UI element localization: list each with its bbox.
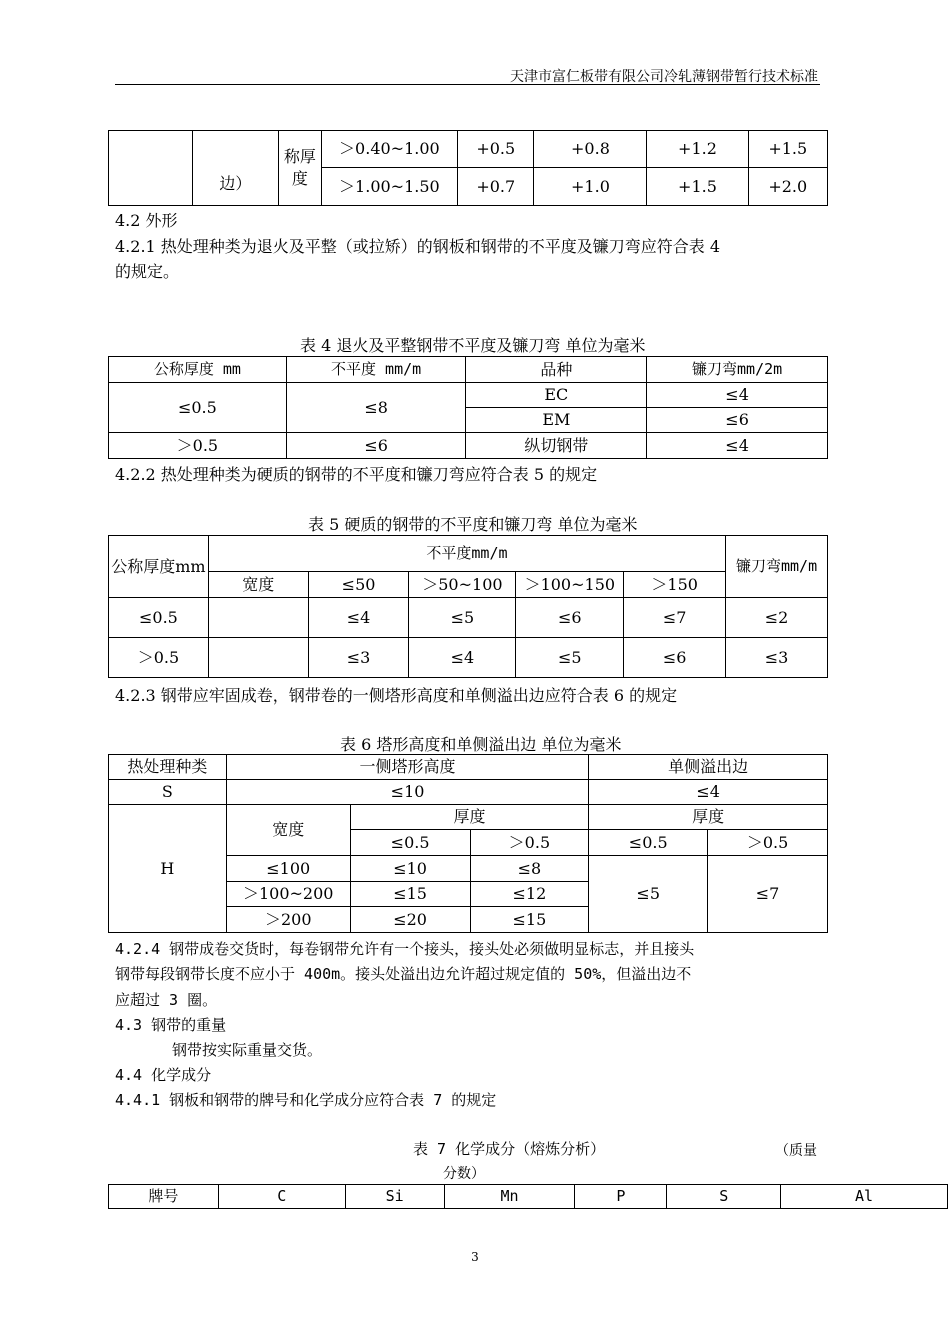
table-cell: ≤3 <box>308 638 409 678</box>
page-number: 3 <box>471 1250 479 1264</box>
table-5 <box>108 535 828 678</box>
table-4 <box>108 356 828 459</box>
table-cell: +1.5 <box>647 168 748 206</box>
table-header: 镰刀弯mm/m <box>726 536 828 598</box>
table-caption: 表 5 硬质的钢带的不平度和镰刀弯 单位为毫米 <box>308 515 638 534</box>
table-header: 公称厚度 mm <box>109 357 287 383</box>
table-cell: EM <box>466 408 647 433</box>
paragraph: 4.2.3 钢带应牢固成卷，钢带卷的一侧塔形高度和单侧溢出边应符合表 6 的规定 <box>115 686 678 705</box>
table-unit: （质量 <box>775 1143 817 1159</box>
paragraph: 应超过 3 圈。 <box>115 991 218 1009</box>
table-cell: ≤2 <box>726 598 828 638</box>
table-header: ＞50~100 <box>409 572 516 598</box>
table-cell: ＞200 <box>226 907 350 933</box>
table-top <box>108 130 828 206</box>
section-heading: 4.4 化学成分 <box>115 1066 212 1084</box>
table-cell: ≤5 <box>409 598 516 638</box>
table-cell: 纵切钢带 <box>466 433 647 459</box>
table-caption: 表 4 退火及平整钢带不平度及镰刀弯 单位为毫米 <box>300 336 646 355</box>
table-cell: ≤6 <box>624 638 726 678</box>
table-cell: ≤8 <box>470 856 589 882</box>
table-header: ＞100~150 <box>516 572 624 598</box>
table-cell: ≤5 <box>589 856 708 933</box>
paragraph: 钢带每段钢带长度不应小于 400m。接头处溢出边允许超过规定值的 50%，但溢出边不 <box>115 965 692 983</box>
header-rule <box>115 84 820 85</box>
table-header: ≤50 <box>308 572 409 598</box>
table-header: Al <box>781 1185 948 1209</box>
section-heading: 4.2 外形 <box>115 211 178 230</box>
table-header: ≤0.5 <box>350 830 470 856</box>
label-cell: 称厚度 <box>279 131 322 206</box>
table-cell: ≤10 <box>226 780 589 805</box>
table-cell: ≤15 <box>350 882 470 907</box>
table-cell: ≤6 <box>286 433 466 459</box>
table-cell: ≤4 <box>409 638 516 678</box>
table-cell: ≤6 <box>647 408 828 433</box>
table-cell: +0.5 <box>458 131 534 168</box>
table-cell: ≤12 <box>470 882 589 907</box>
table-cell <box>208 638 308 678</box>
table-header: 宽度 <box>208 572 308 598</box>
table-cell: ≤4 <box>308 598 409 638</box>
table-header: S <box>667 1185 781 1209</box>
table-header: Si <box>345 1185 444 1209</box>
table-cell: ＞1.00~1.50 <box>321 168 457 206</box>
table-unit: 分数） <box>443 1166 485 1182</box>
table-cell: ≤3 <box>726 638 828 678</box>
table-caption: 表 6 塔形高度和单侧溢出边 单位为毫米 <box>340 735 622 754</box>
table-cell: ≤6 <box>516 598 624 638</box>
table-cell: +0.7 <box>458 168 534 206</box>
table-header: 宽度 <box>226 805 350 856</box>
paragraph: 4.4.1 钢板和钢带的牌号和化学成分应符合表 7 的规定 <box>115 1091 497 1109</box>
table-header: 牌号 <box>109 1185 219 1209</box>
table-cell: EC <box>466 383 647 408</box>
table-cell: +0.8 <box>534 131 647 168</box>
table-cell: ≤7 <box>624 598 726 638</box>
table-cell: ≤8 <box>286 383 466 433</box>
table-6 <box>108 754 828 933</box>
table-cell <box>208 598 308 638</box>
table-cell: ≤4 <box>589 780 828 805</box>
table-cell: ≤5 <box>516 638 624 678</box>
table-header: 公称厚度mm <box>109 536 209 598</box>
empty-cell <box>109 131 193 206</box>
table-header: 一侧塔形高度 <box>226 755 589 780</box>
table-header: 热处理种类 <box>109 755 227 780</box>
table-cell: ＞0.40~1.00 <box>321 131 457 168</box>
table-cell: H <box>109 805 227 933</box>
table-cell: ≤15 <box>470 907 589 933</box>
table-header: 单侧溢出边 <box>589 755 828 780</box>
table-header: 不平度 mm/m <box>286 357 466 383</box>
table-header: 不平度mm/m <box>208 536 725 572</box>
table-header: P <box>575 1185 667 1209</box>
table-7 <box>108 1184 948 1209</box>
table-cell: ≤4 <box>647 383 828 408</box>
table-header: Mn <box>444 1185 575 1209</box>
table-header: ＞0.5 <box>470 830 589 856</box>
table-cell: ＞0.5 <box>109 638 209 678</box>
table-cell: ≤0.5 <box>109 383 287 433</box>
table-cell: ≤20 <box>350 907 470 933</box>
paragraph: 4.2.2 热处理种类为硬质的钢带的不平度和镰刀弯应符合表 5 的规定 <box>115 465 598 484</box>
section-heading: 4.3 钢带的重量 <box>115 1016 227 1034</box>
table-header: 品种 <box>466 357 647 383</box>
table-header: ≤0.5 <box>589 830 708 856</box>
table-cell: ＞100~200 <box>226 882 350 907</box>
table-cell: ＞0.5 <box>109 433 287 459</box>
paragraph: 4.2.1 热处理种类为退火及平整（或拉矫）的钢板和钢带的不平度及镰刀弯应符合表 4 <box>115 237 721 256</box>
page-header: 天津市富仁板带有限公司冷轧薄钢带暂行技术标准 <box>510 69 818 85</box>
table-cell: ≤4 <box>647 433 828 459</box>
table-header: C <box>218 1185 345 1209</box>
table-header: ＞0.5 <box>708 830 828 856</box>
paragraph: 钢带按实际重量交货。 <box>172 1041 323 1059</box>
paragraph: 的规定。 <box>115 262 180 281</box>
label-cell: 边） <box>192 131 278 206</box>
table-cell: +2.0 <box>748 168 827 206</box>
table-cell: ≤10 <box>350 856 470 882</box>
table-cell: ≤100 <box>226 856 350 882</box>
table-cell: S <box>109 780 227 805</box>
table-caption: 表 7 化学成分（熔炼分析） <box>413 1140 606 1158</box>
table-header: 厚度 <box>350 805 589 830</box>
table-header: 厚度 <box>589 805 828 830</box>
table-header: 镰刀弯mm/2m <box>647 357 828 383</box>
table-cell: ≤0.5 <box>109 598 209 638</box>
table-cell: +1.5 <box>748 131 827 168</box>
table-cell: +1.2 <box>647 131 748 168</box>
table-cell: ≤7 <box>708 856 828 933</box>
table-cell: +1.0 <box>534 168 647 206</box>
table-header: ＞150 <box>624 572 726 598</box>
paragraph: 4.2.4 钢带成卷交货时，每卷钢带允许有一个接头，接头处必须做明显标志，并且接头 <box>115 940 695 958</box>
